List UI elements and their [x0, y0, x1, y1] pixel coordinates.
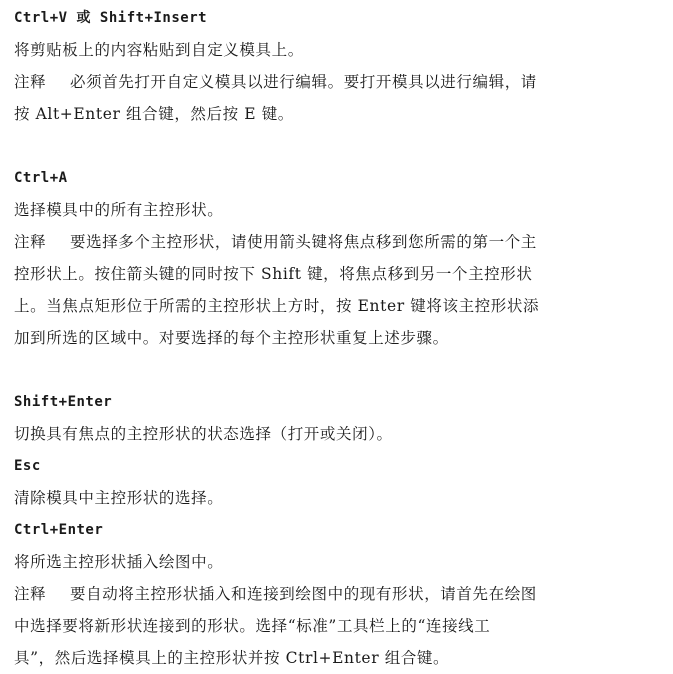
- note-line-insert-1: [14, 578, 664, 610]
- note-label: 注释: [14, 73, 47, 91]
- note-line-select-all-1: [14, 226, 664, 258]
- note-label: 注释: [14, 585, 47, 603]
- note-line-select-all-3: 上。当焦点矩形位于所需的主控形状上方时，按 Enter 键将该主控形状添: [14, 297, 540, 315]
- shortcut-description-paste: 将剪贴板上的内容粘贴到自定义模具上。: [14, 41, 304, 59]
- note-line-select-all-2: 控形状上。按住箭头键的同时按下 Shift 键，将焦点移到另一个主控形状: [14, 265, 533, 283]
- shortcut-key-select-all: Ctrl+A: [14, 170, 68, 186]
- shortcut-key-escape: Esc: [14, 458, 41, 474]
- note-line-insert-3: 具”，然后选择模具上的主控形状并按 Ctrl+Enter 组合键。: [14, 649, 450, 667]
- note-line-insert-2: 中选择要将新形状连接到的形状。选择“标准”工具栏上的“连接线工: [14, 617, 491, 635]
- shortcut-description-toggle: 切换具有焦点的主控形状的状态选择（打开或关闭）。: [14, 425, 393, 443]
- note-line-paste-1: [14, 66, 664, 98]
- shortcut-key-toggle: Shift+Enter: [14, 394, 113, 410]
- note-line-paste-2: 按 Alt+Enter 组合键，然后按 E 键。: [14, 105, 294, 123]
- shortcut-key-insert: Ctrl+Enter: [14, 522, 104, 538]
- note-label: 注释: [14, 233, 47, 251]
- shortcut-key-paste: Ctrl+V 或 Shift+Insert: [14, 10, 208, 26]
- shortcut-description-insert: 将所选主控形状插入绘图中。: [14, 553, 224, 571]
- note-line-select-all-4: 加到所选的区域中。对要选择的每个主控形状重复上述步骤。: [14, 329, 449, 347]
- shortcut-description-escape: 清除模具中主控形状的选择。: [14, 489, 224, 507]
- shortcut-description-select-all: 选择模具中的所有主控形状。: [14, 201, 224, 219]
- note-text: 必须首先打开自定义模具以进行编辑。要打开模具以进行编辑，请: [70, 73, 537, 91]
- note-text: 要自动将主控形状插入和连接到绘图中的现有形状，请首先在绘图: [70, 585, 537, 603]
- note-text: 要选择多个主控形状，请使用箭头键将焦点移到您所需的第一个主: [70, 233, 537, 251]
